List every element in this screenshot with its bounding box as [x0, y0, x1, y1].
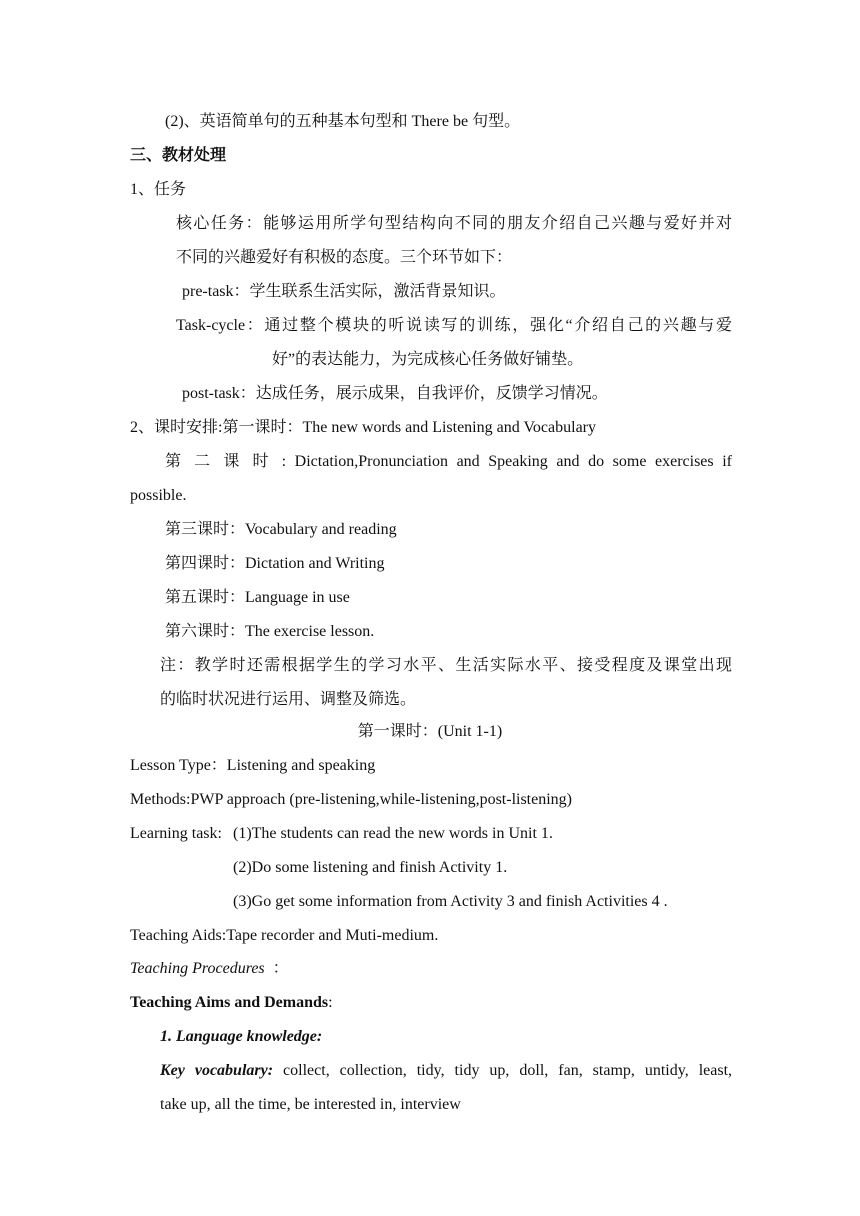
- section-heading-textbook: 三、教材处理: [130, 147, 227, 164]
- teaching-aims: [130, 993, 333, 1013]
- schedule-lesson-2-cont: possible.: [130, 487, 187, 504]
- task-heading: 1、任务: [130, 181, 187, 198]
- core-task-line-1: 核心任务：能够运用所学句型结构向不同的朋友介绍自己兴趣与爱好并对: [176, 215, 732, 232]
- teaching-procedures-colon: ：: [272, 960, 289, 977]
- teaching-aims-label: Teaching Aims and Demands: [130, 994, 329, 1011]
- note-line-2: 的临时状况进行运用、调整及筛选。: [160, 691, 417, 708]
- learning-task-1: (1)The students can read the new words in Unit 1.: [233, 825, 553, 842]
- language-knowledge-heading: 1. Language knowledge:: [160, 1028, 323, 1045]
- learning-task-2: (2)Do some listening and finish Activity 1.: [233, 859, 508, 876]
- key-vocabulary-line-2: take up, all the time, be interested in, interview: [160, 1096, 461, 1113]
- core-task-line-2: 不同的兴趣爱好有积极的态度。三个环节如下：: [176, 249, 513, 266]
- learning-task-3: (3)Go get some information from Activity 3 and finish Activities 4 .: [233, 893, 668, 910]
- teaching-aims-colon: :: [328, 994, 333, 1011]
- methods: Methods:PWP approach (pre-listening,while-listening,post-listening): [130, 791, 572, 808]
- schedule-lesson-2: 第 二 课 时 : Dictation,Pronunciation and Speaking and do some exercises if: [165, 453, 732, 470]
- key-vocabulary-line-1: [160, 1061, 732, 1081]
- note-line-1: 注：教学时还需根据学生的学习水平、生活实际水平、接受程度及课堂出现: [160, 657, 732, 674]
- key-vocabulary-words: collect, collection, tidy, tidy up, doll, fan, stamp, untidy, least,: [283, 1062, 733, 1079]
- schedule-lesson-3: 第三课时：Vocabulary and reading: [165, 521, 397, 538]
- schedule-lesson-4: 第四课时：Dictation and Writing: [165, 555, 385, 572]
- lesson-type: Lesson Type：Listening and speaking: [130, 757, 376, 774]
- post-task-line: post-task：达成任务，展示成果，自我评价，反馈学习情况。: [182, 385, 608, 402]
- schedule-lesson-1: 2、课时安排:第一课时：The new words and Listening and Vocabulary: [130, 419, 597, 436]
- key-vocabulary-label: Key vocabulary:: [160, 1062, 274, 1079]
- line-sentence-patterns: (2)、英语简单句的五种基本句型和 There be 句型。: [165, 113, 521, 130]
- pre-task-line: pre-task：学生联系生活实际，激活背景知识。: [182, 283, 506, 300]
- task-cycle-line-1: Task-cycle：通过整个模块的听说读写的训练，强化“介绍自己的兴趣与爱: [176, 317, 732, 334]
- learning-task-label: Learning task:: [130, 825, 222, 842]
- teaching-procedures-label: Teaching Procedures: [130, 960, 265, 977]
- schedule-lesson-5: 第五课时：Language in use: [165, 589, 350, 606]
- teaching-aids: Teaching Aids:Tape recorder and Muti-medium.: [130, 927, 439, 944]
- lesson-title: 第一课时：(Unit 1-1): [357, 723, 503, 740]
- schedule-lesson-6: 第六课时：The exercise lesson.: [165, 623, 375, 640]
- teaching-procedures: [130, 959, 289, 979]
- task-cycle-line-2: 好”的表达能力，为完成核心任务做好铺垫。: [272, 351, 584, 368]
